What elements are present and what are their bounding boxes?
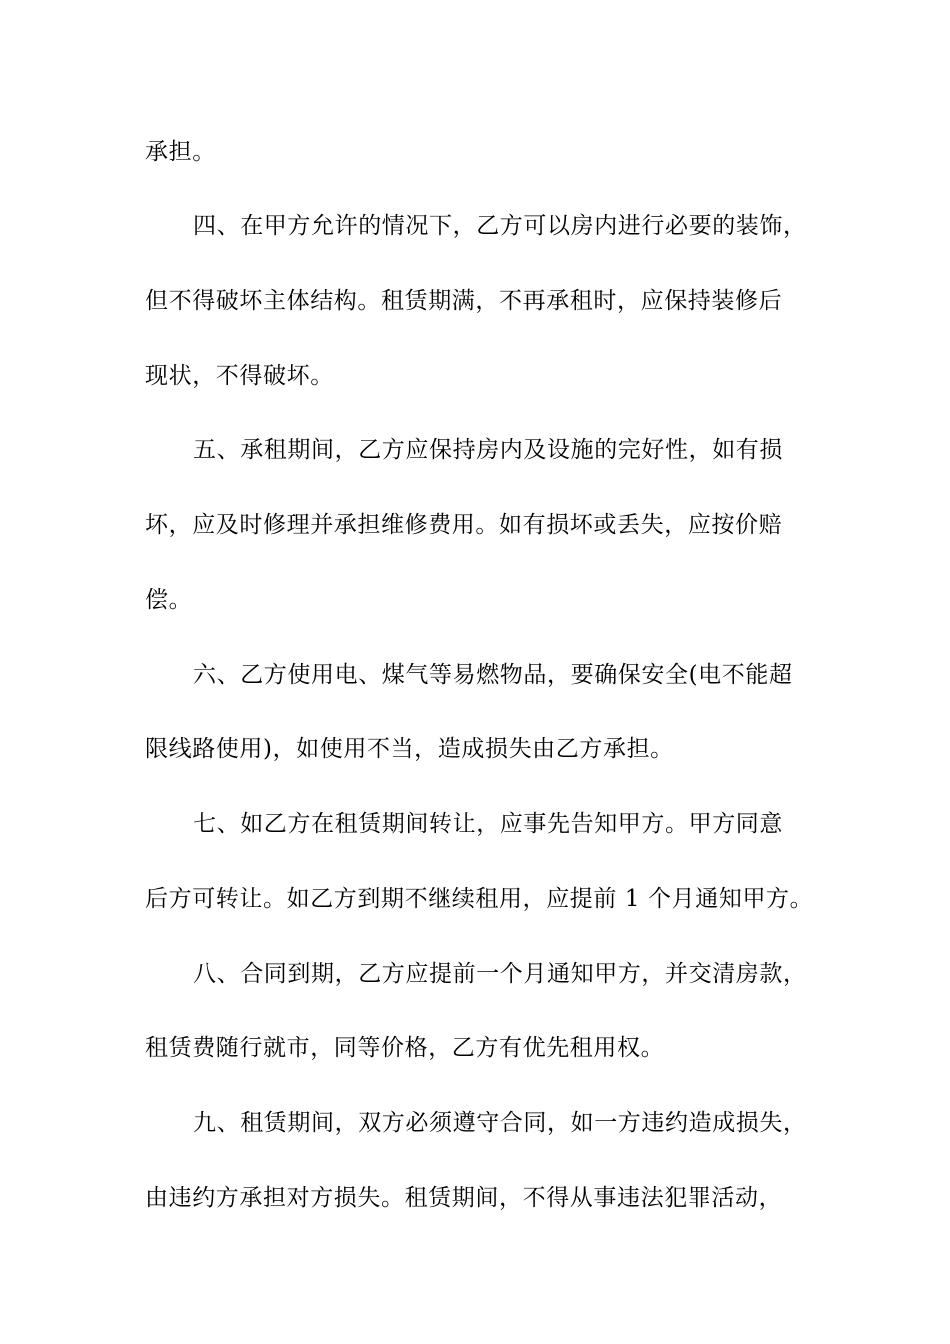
paragraph-start: 五、承租期间，乙方应保持房内及设施的完好性，如有损	[193, 437, 783, 463]
paragraph-start: 七、如乙方在租赁期间转让，应事先告知甲方。甲方同意	[193, 811, 783, 837]
paragraph-start: 六、乙方使用电、煤气等易燃物品，要确保安全(电不能超	[193, 662, 793, 688]
text-line: 承担。	[145, 139, 216, 165]
paragraph-start: 四、在甲方允许的情况下，乙方可以房内进行必要的装饰，	[193, 213, 807, 239]
paragraph-start: 八、合同到期，乙方应提前一个月通知甲方，并交清房款，	[193, 961, 807, 987]
text-line: 坏，应及时修理并承担维修费用。如有损坏或丢失，应按价赔	[145, 512, 783, 538]
text-line: 偿。	[145, 587, 193, 613]
text-line: 但不得破坏主体结构。租赁期满，不再承租时，应保持装修后	[145, 288, 783, 314]
text-line: 租赁费随行就市，同等价格，乙方有优先租用权。	[145, 1035, 665, 1061]
text-line: 由违约方承担对方损失。租赁期间，不得从事违法犯罪活动，	[145, 1185, 783, 1211]
paragraph-start: 九、租赁期间，双方必须遵守合同，如一方违约造成损失，	[193, 1110, 807, 1136]
text-line: 现状，不得破坏。	[145, 363, 334, 389]
text-line: 限线路使用)，如使用不当，造成损失由乙方承担。	[145, 736, 674, 762]
text-line: 后方可转让。如乙方到期不继续租用，应提前 1 个月通知甲方。	[145, 886, 814, 912]
